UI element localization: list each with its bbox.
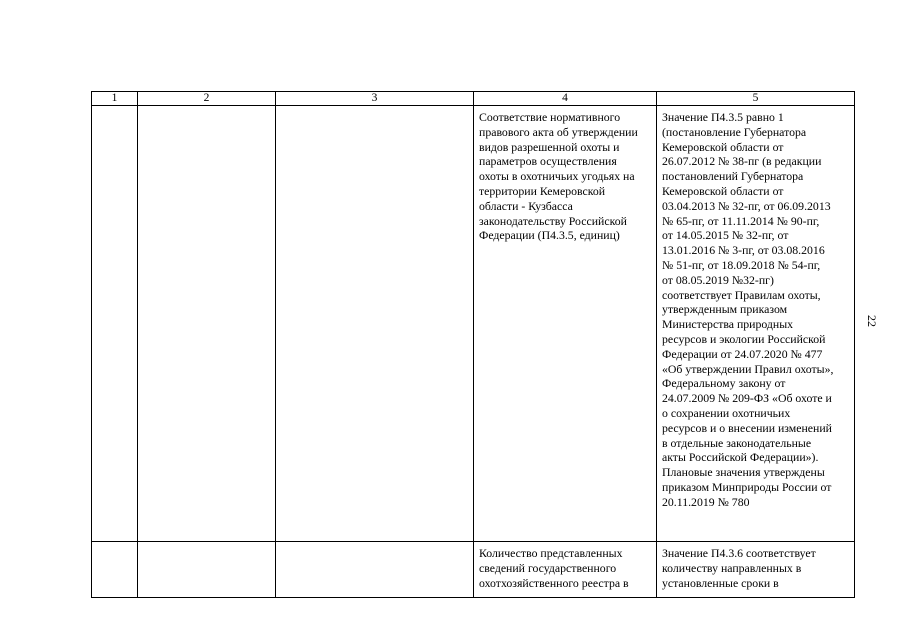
row-2-cell-3 [276, 542, 474, 598]
table-row [92, 542, 855, 598]
cell-text [138, 542, 275, 546]
cell-text [138, 106, 275, 110]
table-row [92, 106, 855, 542]
cell-text [92, 106, 137, 110]
row-1-indicator-cell [474, 106, 657, 542]
document-table [91, 91, 855, 598]
cell-text [92, 542, 137, 546]
header-cell-3: 3 [276, 92, 474, 106]
row-1-cell-2 [138, 106, 276, 542]
cell-text [276, 106, 473, 110]
indicator-value-description: Значение П4.3.6 соответствует количеству направленных в установленные сроки в [662, 546, 816, 590]
row-2-cell-1 [92, 542, 138, 598]
header-cell-4: 4 [474, 92, 657, 106]
indicator-description: Соответствие нормативного правового акта об утверждении видов разрешенной охоты и параметров осуществления охоты в охотничьих угодьях на территории Кемеровской области - Кузбасса законодательству Российской Федерации (П4.3.5, единиц) [479, 110, 638, 243]
row-2-cell-2 [138, 542, 276, 598]
header-cell-2: 2 [138, 92, 276, 106]
row-1-value-cell [657, 106, 855, 542]
row-2-value-cell [657, 542, 855, 598]
indicator-value-description: Значение П4.3.5 равно 1 (постановление Губернатора Кемеровской области от 26.07.2012 № 38-пг (в редакции постановлений Губернатора Кемеровской области от 03.04.2013 № 32-пг, от 06.09.2013 № 65-пг, от 11.11.2014 № 90-пг, от 14.05.2015 № 32-пг, от 13.01.2016 № 3-пг, от 03.08.2016 № 51-пг, от 18.09.2018 № 54-пг, от 08.05.2019 №32-пг) соответствует Правилам охоты, утвержденным приказом Министерства природных ресурсов и экологии Российской Федерации от 24.07.2020 № 477 «Об утверждении Правил охоты», Федеральному закону от 24.07.2009 № 209-ФЗ «Об охоте и о сохранении охотничьих ресурсов и о внесении изменений в отдельные законодательные акты Российской Федерации»). Плановые значения утверждены приказом Минприроды России от 20.11.2019 № 780 [662, 110, 834, 509]
row-1-cell-1 [92, 106, 138, 542]
cell-text [276, 542, 473, 546]
row-1-cell-3 [276, 106, 474, 542]
indicator-description: Количество представленных сведений государственного охотхозяйственного реестра в [479, 546, 629, 590]
header-cell-1: 1 [92, 92, 138, 106]
row-2-indicator-cell [474, 542, 657, 598]
page-number: 22 [865, 315, 879, 327]
table-header-row [92, 92, 855, 106]
header-cell-5: 5 [657, 92, 855, 106]
